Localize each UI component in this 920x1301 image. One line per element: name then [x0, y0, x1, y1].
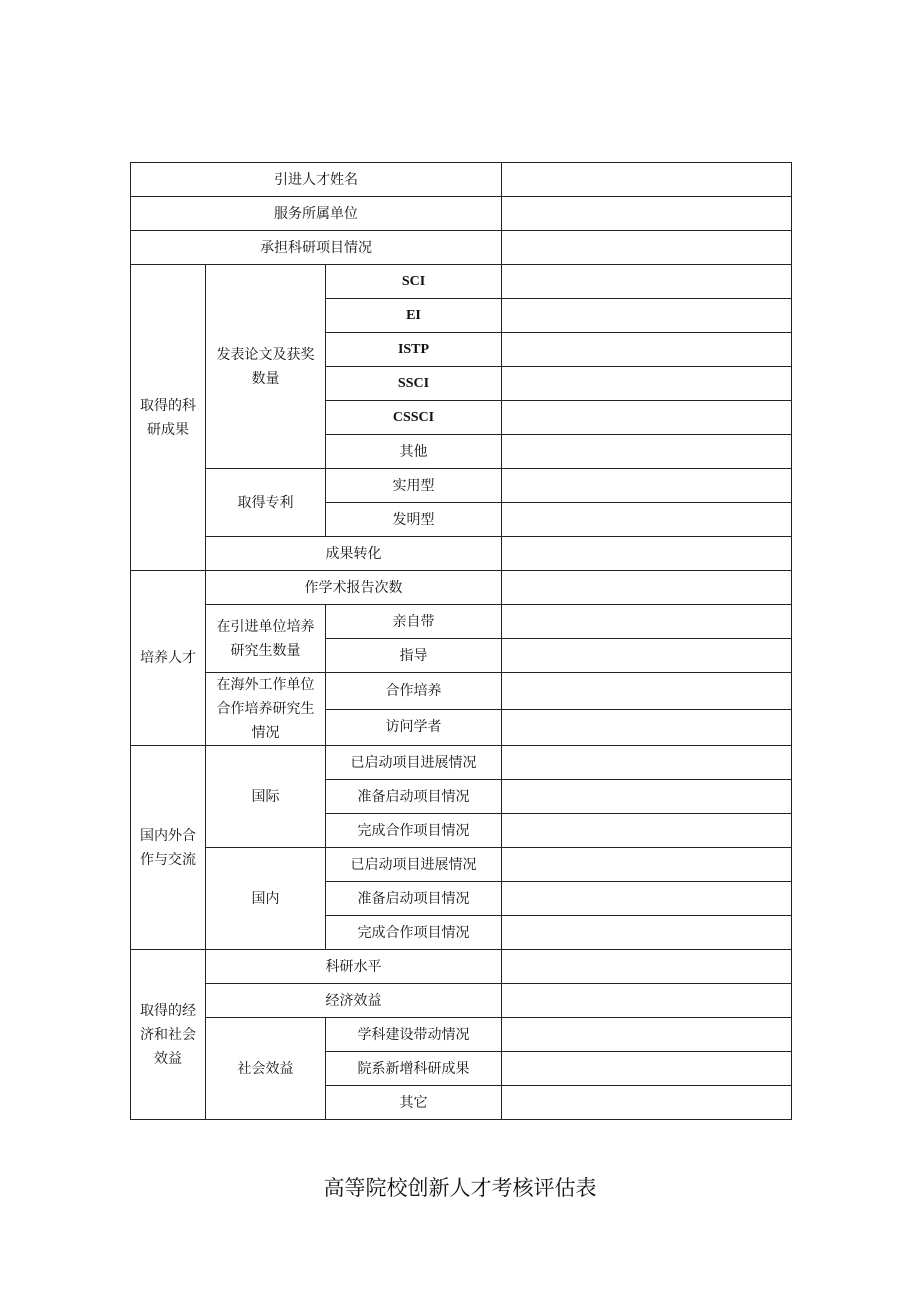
- label-domestic: 国内: [206, 848, 326, 950]
- label-discipline: 学科建设带动情况: [326, 1018, 502, 1052]
- label-ssci: SSCI: [326, 367, 502, 401]
- value-dom-planned[interactable]: [502, 882, 792, 916]
- label-social: 社会效益: [206, 1018, 326, 1120]
- value-utility-patent[interactable]: [502, 469, 792, 503]
- group-cooperation: 国内外合作与交流: [131, 746, 206, 950]
- row-discipline: [131, 1018, 792, 1052]
- label-guide: 指导: [326, 639, 502, 673]
- row-research-level: [131, 950, 792, 984]
- row-transfer: [131, 537, 792, 571]
- row-dom-started: [131, 848, 792, 882]
- label-intl-started: 已启动项目进展情况: [326, 746, 502, 780]
- label-dom-started: 已启动项目进展情况: [326, 848, 502, 882]
- row-utility-patent: [131, 469, 792, 503]
- label-unit: 服务所属单位: [131, 197, 502, 231]
- label-reports: 作学术报告次数: [206, 571, 502, 605]
- label-patents: 取得专利: [206, 469, 326, 537]
- value-dom-started[interactable]: [502, 848, 792, 882]
- value-reports[interactable]: [502, 571, 792, 605]
- value-cssci[interactable]: [502, 401, 792, 435]
- value-research-level[interactable]: [502, 950, 792, 984]
- row-sci: [131, 265, 792, 299]
- label-sci: SCI: [326, 265, 502, 299]
- label-intl-planned: 准备启动项目情况: [326, 780, 502, 814]
- label-local-students: 在引进单位培养研究生数量: [206, 605, 326, 673]
- group-benefits: 取得的经济和社会效益: [131, 950, 206, 1120]
- row-self-supervise: [131, 605, 792, 639]
- value-unit[interactable]: [502, 197, 792, 231]
- row-unit: [131, 197, 792, 231]
- label-self-supervise: 亲自带: [326, 605, 502, 639]
- label-international: 国际: [206, 746, 326, 848]
- value-visiting-scholar[interactable]: [502, 709, 792, 746]
- label-ei: EI: [326, 299, 502, 333]
- value-sci[interactable]: [502, 265, 792, 299]
- row-intl-started: [131, 746, 792, 780]
- value-joint-training[interactable]: [502, 673, 792, 710]
- label-invention-patent: 发明型: [326, 503, 502, 537]
- value-name[interactable]: [502, 163, 792, 197]
- label-papers: 发表论文及获奖数量: [206, 265, 326, 469]
- label-dom-completed: 完成合作项目情况: [326, 916, 502, 950]
- row-projects: [131, 231, 792, 265]
- group-research: 取得的科研成果: [131, 265, 206, 571]
- value-economic[interactable]: [502, 984, 792, 1018]
- evaluation-form-table: [130, 162, 792, 1120]
- value-istp[interactable]: [502, 333, 792, 367]
- value-dom-completed[interactable]: [502, 916, 792, 950]
- page-title: 高等院校创新人才考核评估表: [323, 1176, 597, 1200]
- label-intl-completed: 完成合作项目情况: [326, 814, 502, 848]
- label-research-level: 科研水平: [206, 950, 502, 984]
- label-other-benefits: 其它: [326, 1086, 502, 1120]
- value-discipline[interactable]: [502, 1018, 792, 1052]
- label-transfer: 成果转化: [206, 537, 502, 571]
- value-ssci[interactable]: [502, 367, 792, 401]
- label-economic: 经济效益: [206, 984, 502, 1018]
- value-new-results[interactable]: [502, 1052, 792, 1086]
- label-cssci: CSSCI: [326, 401, 502, 435]
- label-name: 引进人才姓名: [131, 163, 502, 197]
- value-intl-completed[interactable]: [502, 814, 792, 848]
- label-visiting-scholar: 访问学者: [326, 709, 502, 746]
- value-intl-started[interactable]: [502, 746, 792, 780]
- value-intl-planned[interactable]: [502, 780, 792, 814]
- row-economic: [131, 984, 792, 1018]
- value-ei[interactable]: [502, 299, 792, 333]
- label-overseas-students: 在海外工作单位合作培养研究生情况: [206, 673, 326, 746]
- value-other-papers[interactable]: [502, 435, 792, 469]
- value-self-supervise[interactable]: [502, 605, 792, 639]
- label-joint-training: 合作培养: [326, 673, 502, 710]
- row-name: [131, 163, 792, 197]
- row-reports: [131, 571, 792, 605]
- label-istp: ISTP: [326, 333, 502, 367]
- value-projects[interactable]: [502, 231, 792, 265]
- value-invention-patent[interactable]: [502, 503, 792, 537]
- group-talent: 培养人才: [131, 571, 206, 746]
- value-transfer[interactable]: [502, 537, 792, 571]
- label-dom-planned: 准备启动项目情况: [326, 882, 502, 916]
- row-joint-training: [131, 673, 792, 710]
- value-guide[interactable]: [502, 639, 792, 673]
- label-new-results: 院系新增科研成果: [326, 1052, 502, 1086]
- label-utility-patent: 实用型: [326, 469, 502, 503]
- value-other-benefits[interactable]: [502, 1086, 792, 1120]
- label-projects: 承担科研项目情况: [131, 231, 502, 265]
- label-other-papers: 其他: [326, 435, 502, 469]
